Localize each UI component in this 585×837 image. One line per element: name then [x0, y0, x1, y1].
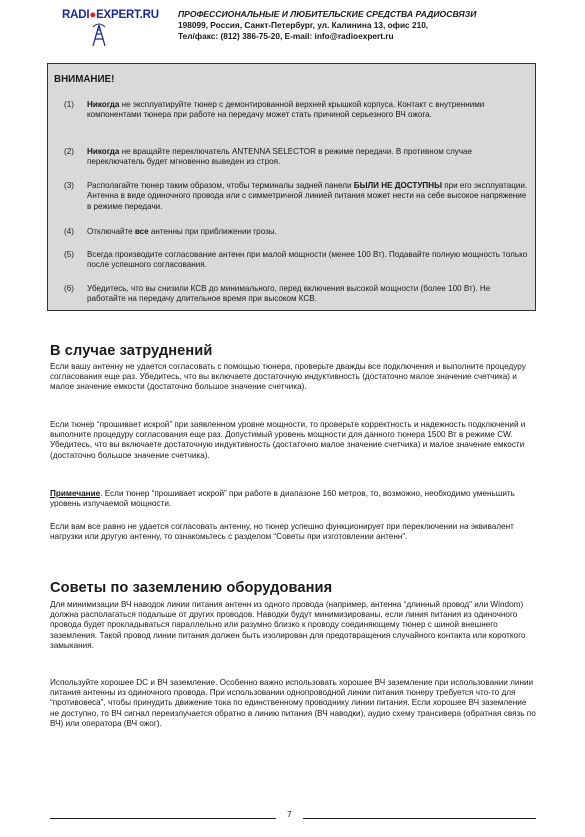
company-logo: [62, 9, 172, 49]
warning-title: ВНИМАНИЕ!: [54, 74, 115, 85]
paragraph: Если вам все равно не удается согласовать антенну, но тюнер успешно функционирует при переключении на эквивалент нагрузки или другую антенну, то ознакомьтесь с разделом “Советы при изготовлении антенн”.: [50, 522, 514, 542]
item-number: (6): [64, 284, 74, 293]
warning-item: [64, 227, 530, 237]
item-text: Убедитесь, что вы снизили КСВ до минимального, перед включения высокой мощности (более 100 Вт). Не работайте на передачу длительное время при высоком КСВ.: [87, 284, 491, 304]
note-text: . Если тюнер “прошивает искрой” при работе в диапазоне 160 метров, то, возможно, необходимо уменьшить уровень излучаемой мощности.: [50, 489, 515, 509]
section-heading: Советы по заземлению оборудования: [50, 580, 333, 596]
item-emphasis: все: [134, 227, 149, 236]
company-address: 198099, Россия, Санкт-Петербург, ул. Калинина 13, офис 210,: [178, 20, 429, 30]
logo-text-part-b: EXPERT.RU: [96, 9, 159, 21]
warning-item: [64, 181, 530, 212]
item-text: не вращайте переключатель ANTENNA SELECTOR в режиме передачи. В противном случае переключатель будет мгновенно выведен из строя.: [87, 147, 473, 167]
item-emphasis: Никогда: [87, 100, 120, 109]
item-text: антенны при приближении грозы.: [148, 227, 277, 236]
paragraph: Используйте хорошее DC и ВЧ заземление. Особенно важно использовать хорошее ВЧ заземление при использовании линии питания антенны из одиночного провода. При использовании однопроводной линии питания тюнеру требуется что-то для “противовеса”, чтобы принудить движение тока по единственному проводнику линии питания. Если хорошее ВЧ заземление не доступно, то ВЧ сигнал переизлучается обратно в линию питания (ВЧ наводки), аудио схему трансивера (обратная связь по ВЧ) или оператора (ВЧ ожог).: [50, 678, 536, 728]
warning-box: [47, 63, 536, 311]
item-number: (2): [64, 147, 74, 156]
company-contacts: Тел/факс: (812) 386-75-20, E-mail: info@radioexpert.ru: [178, 31, 394, 41]
paragraph: Для минимизации ВЧ наводок линии питания антенн из одного провода (например, антенна “длинный провод” или Windom) должна располагаться подальше от других проводов. Наводки будут минимизированы, если линия питания из одиночного провода будет прокладываться параллельно или разумно близко к проводу соединяющему тюнер с шиной внешнего заземления. Такой провод линии питания должен быть изолирован для предотвращения случайного контакта или короткого замыкания.: [50, 600, 526, 650]
page-number: 7: [287, 809, 292, 819]
antenna-tower-icon: [89, 23, 109, 47]
warning-item: [64, 147, 530, 168]
item-number: (3): [64, 181, 74, 190]
company-header: [178, 9, 578, 42]
item-text: не эксплуатируйте тюнер с демонтированной верхней крышкой корпуса. Контакт с внутренними компонентами тюнера при работе на передачу может стать причиной серьезного ВЧ ожога.: [87, 100, 485, 120]
item-number: (4): [64, 227, 74, 236]
company-tagline: ПРОФЕССИОНАЛЬНЫЕ И ЛЮБИТЕЛЬСКИЕ СРЕДСТВА РАДИОСВЯЗИ: [178, 9, 477, 19]
item-text-prefix: Отключайте: [87, 227, 135, 236]
item-number: (5): [64, 250, 74, 259]
item-emphasis: Никогда: [87, 147, 120, 156]
note-label: Примечание: [50, 489, 101, 498]
warning-item: [64, 284, 530, 305]
paragraph: Если вашу антенну не удается согласовать с помощью тюнера, проверьте дважды все подключения и выполните процедуру согласования еще раз. Убедитесь, что вы включаете достаточную индуктивность (достаточно малое значение счетчика) и малое значение емкости (достаточно большое значение счетчика).: [50, 362, 526, 392]
logo-dot: ●: [89, 9, 97, 21]
footer-rule-left: [50, 818, 276, 819]
item-text: при его эксплуатации. Антенна в виде одиночного провода или с симметричной линией питания может нести на себе высокое напряжение в режиме передачи.: [87, 181, 528, 211]
section-heading: В случае затруднений: [50, 343, 213, 359]
item-number: (1): [64, 100, 74, 109]
warning-item: [64, 100, 530, 121]
item-text: Всегда производите согласование антенн при малой мощности (менее 100 Вт). Подавайте полную мощность только после успешного согласования.: [87, 250, 528, 270]
logo-text-part-a: RADI: [62, 9, 90, 21]
item-emphasis: БЫЛИ НЕ ДОСТУПНЫ: [353, 181, 442, 190]
note-paragraph: [50, 489, 536, 509]
footer-rule-right: [303, 818, 536, 819]
warning-item: [64, 250, 530, 271]
item-text-prefix: Располагайте тюнер таким образом, чтобы терминалы задней панели: [87, 181, 354, 190]
paragraph: Если тюнер “прошивает искрой” при заявленном уровне мощности, то проверьте корректность и надежность подключений и выполните процедуру согласования еще раз. Допустимый уровень мощности для данного тюнера 1500 Вт в режиме CW. Убедитесь, что вы включаете достаточную индуктивность (достаточно малое значение счетчика) и малое значение емкости (достаточно большое значение счетчика).: [50, 420, 526, 460]
